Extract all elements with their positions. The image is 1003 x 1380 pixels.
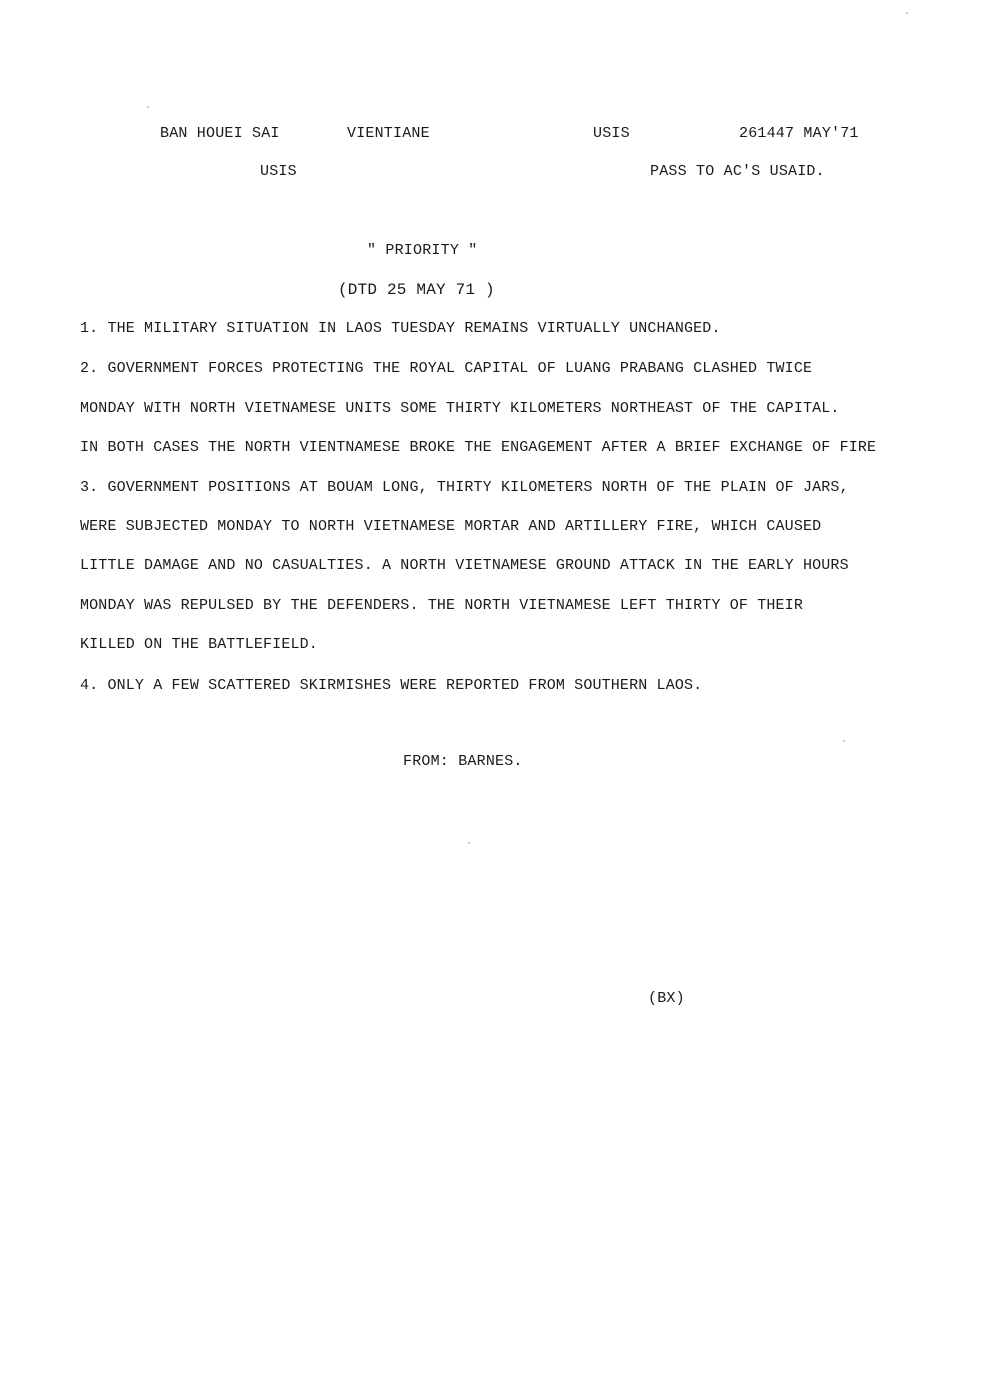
header-agency: USIS xyxy=(593,125,630,142)
scan-speck xyxy=(843,740,845,742)
body-line: 1. THE MILITARY SITUATION IN LAOS TUESDAY REMAINS VIRTUALLY UNCHANGED. xyxy=(80,320,721,337)
header-destination: VIENTIANE xyxy=(347,125,430,142)
body-line: IN BOTH CASES THE NORTH VIENTNAMESE BROKE THE ENGAGEMENT AFTER A BRIEF EXCHANGE OF FIRE xyxy=(80,439,877,456)
scan-speck xyxy=(147,106,149,108)
header-dtg: 261447 MAY'71 xyxy=(739,125,859,142)
body-line: WERE SUBJECTED MONDAY TO NORTH VIETNAMESE MORTAR AND ARTILLERY FIRE, WHICH CAUSED xyxy=(80,518,822,535)
scan-speck xyxy=(468,842,470,844)
dated-line: (DTD 25 MAY 71 ) xyxy=(338,281,495,299)
body-line: KILLED ON THE BATTLEFIELD. xyxy=(80,636,318,653)
body-line: 3. GOVERNMENT POSITIONS AT BOUAM LONG, THIRTY KILOMETERS NORTH OF THE PLAIN OF JARS, xyxy=(80,479,849,496)
body-line: 2. GOVERNMENT FORCES PROTECTING THE ROYAL CAPITAL OF LUANG PRABANG CLASHED TWICE xyxy=(80,360,813,377)
body-line: MONDAY WITH NORTH VIETNAMESE UNITS SOME THIRTY KILOMETERS NORTHEAST OF THE CAPITAL. xyxy=(80,400,840,417)
precedence: " PRIORITY " xyxy=(367,242,478,259)
body-line: LITTLE DAMAGE AND NO CASUALTIES. A NORTH VIETNAMESE GROUND ATTACK IN THE EARLY HOURS xyxy=(80,557,849,574)
body-line: MONDAY WAS REPULSED BY THE DEFENDERS. THE NORTH VIETNAMESE LEFT THIRTY OF THEIR xyxy=(80,597,803,614)
header-cc: USIS xyxy=(260,163,297,180)
header-pass-to: PASS TO AC'S USAID. xyxy=(650,163,825,180)
typist-initials: (BX) xyxy=(648,990,685,1007)
header-origin: BAN HOUEI SAI xyxy=(160,125,280,142)
body-line: 4. ONLY A FEW SCATTERED SKIRMISHES WERE REPORTED FROM SOUTHERN LAOS. xyxy=(80,677,703,694)
signature: FROM: BARNES. xyxy=(403,753,523,770)
scan-speck xyxy=(906,12,908,14)
